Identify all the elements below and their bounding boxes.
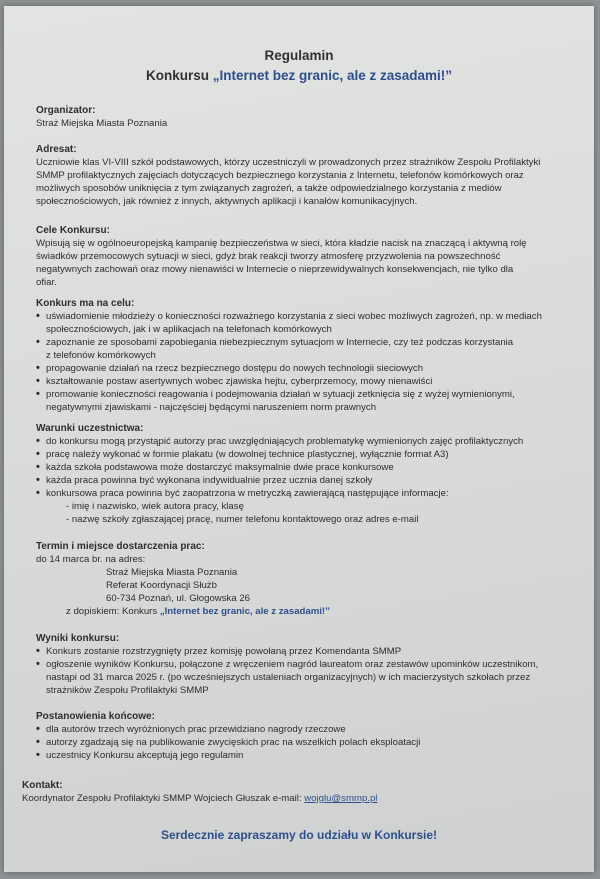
addressee-heading: Adresat:: [36, 144, 77, 155]
final-section: [36, 710, 586, 762]
addressee-line: Uczniowie klas VI-VIII szkół podstawowych, którzy uczestniczyli w prowadzonych przez strażników Zespołu Profilaktyki: [36, 157, 541, 168]
addressee-line: możliwych sposobów uniknięcia z tym związanych zagrożeń, a także odpowiedzialnego korzystania z mediów: [36, 183, 502, 194]
list-item: • autorzy zgadzają się na publikowanie zwycięskich prac na wszelkich polach eksploatacji: [36, 736, 586, 749]
metric-subitem: - imię i nazwisko, wiek autora pracy, klasę: [66, 501, 244, 512]
doc-subtitle: [4, 68, 594, 83]
list-item: [36, 388, 586, 414]
conditions-list: [36, 435, 586, 500]
list-item: • konkursowa praca powinna być zaopatrzona w metryczką zawierającą następujące informacje:: [36, 487, 586, 500]
goals-heading: Cele Konkursu:: [36, 225, 110, 236]
list-item-text: negatywnymi zjawiskami - najczęściej będącymi naruszeniem norm prawnych: [46, 402, 377, 413]
goals-line: świadków przemocowych sytuacji w sieci, gdyż brak reakcji tworzy atmosferę przyzwolenia na powszechność: [36, 251, 501, 262]
title-line1: Regulamin: [264, 48, 334, 63]
list-item-text: • Konkurs zostanie rozstrzygnięty przez komisję powołaną przez Komendanta SMMP: [46, 646, 402, 657]
delivery-section: [36, 540, 586, 618]
aims-list: [36, 310, 586, 414]
list-item-text: społecznościowych, jak i w aplikacjach na telefonach komórkowych: [46, 324, 332, 335]
conditions-section: [36, 422, 586, 526]
contact-heading: Kontakt:: [22, 780, 63, 791]
results-section: [36, 632, 588, 697]
addressee-line: społecznościowych, jak również z innych, aktywnych aplikacji i kanałów komunikacyjnych.: [36, 196, 418, 207]
note-prefix: z dopiskiem: Konkurs: [66, 606, 160, 617]
delivery-note: [36, 605, 586, 618]
results-list: [36, 645, 588, 697]
goals-section: [36, 224, 586, 289]
final-heading: Postanowienia końcowe:: [36, 711, 155, 722]
list-item-text: • promowanie konieczności reagowania i podejmowania działań w sytuacji zetknięcia się z wyżej wymienionymi,: [46, 389, 515, 400]
list-item-text: • uświadomienie młodzieży o konieczności rozważnego korzystania z sieci wobec możliwych zagrożeń, np. w mediach: [46, 311, 542, 322]
list-item-text: • kształtowanie postaw asertywnych wobec zjawiska hejtu, cyberprzemocy, mowy nienawiści: [46, 376, 433, 387]
list-item-text: • propagowanie działań na rzecz bezpiecznego dostępu do nowych technologii sieciowych: [46, 363, 424, 374]
conditions-heading: Warunki uczestnictwa:: [36, 423, 144, 434]
goals-line: ofiar.: [36, 277, 57, 288]
contact-text: Koordynator Zespołu Profilaktyki SMMP Wojciech Głuszak e-mail:: [22, 793, 305, 804]
subtitle-contest-name: „Internet bez granic, ale z zasadami!”: [212, 68, 453, 83]
list-item-text: strażników Zespołu Profilaktyki SMMP: [46, 685, 209, 696]
list-item-text: nastąpi od 31 marca 2025 r. (po wcześniejszych ustaleniach organizacyjnych) w ich macierzystych szkołach przez: [46, 672, 531, 683]
goals-line: Wpisują się w ogólnoeuropejską kampanię bezpieczeństwa w sieci, która kładzie nacisk na znaczącą i aktywną rolę: [36, 238, 527, 249]
addressee-line: SMMP profilaktycznych zajęciach dotyczących bezpiecznego korzystania z Internetu, telefonów komórkowych oraz: [36, 170, 524, 181]
contact-section: [22, 779, 582, 805]
list-item: [36, 645, 588, 658]
address-line: Straż Miejska Miasta Poznania: [106, 567, 238, 578]
address-line: 60-734 Poznań, ul. Głogowska 26: [106, 593, 250, 604]
list-item: • uczestnicy Konkursu akceptują jego regulamin: [36, 749, 586, 762]
aims-heading: Konkurs ma na celu:: [36, 298, 135, 309]
list-item-text: • zapoznanie ze sposobami zapobiegania niebezpiecznym sytuacjom w Internecie, czy też podczas korzystania: [46, 337, 514, 348]
metric-subitem: - nazwę szkoły zgłaszającej pracę, numer telefonu kontaktowego oraz adres e-mail: [66, 514, 419, 525]
closing-invitation: Serdecznie zapraszamy do udziału w Konkursie!: [160, 828, 438, 842]
list-item-text: z telefonów komórkowych: [46, 350, 156, 361]
organizer-heading: Organizator:: [36, 105, 96, 116]
document-page: [4, 6, 594, 872]
aims-section: [36, 297, 586, 414]
list-item: • dla autorów trzech wyróżnionych prac przewidziano nagrody rzeczowe: [36, 723, 586, 736]
contact-email-link[interactable]: wojglu@smmp.pl: [304, 793, 378, 804]
list-item: • każda szkoła podstawowa może dostarczyć maksymalnie dwie prace konkursowe: [36, 461, 586, 474]
list-item-text: • ogłoszenie wyników Konkursu, połączone z wręczeniem nagród laureatom oraz zestawów upominków uczestnikom,: [46, 659, 539, 670]
list-item: [36, 310, 586, 336]
note-contest-name: „Internet bez granic, ale z zasadami!”: [159, 606, 330, 617]
list-item: [36, 375, 586, 388]
contact-line: [22, 792, 582, 805]
addressee-section: [36, 143, 586, 208]
organizer-section: [36, 104, 576, 130]
delivery-heading: Termin i miejsce dostarczenia prac:: [36, 541, 205, 552]
subtitle-prefix: Konkursu: [145, 68, 213, 83]
final-list: [36, 723, 586, 762]
goals-line: negatywnych zachowań oraz mowy nienawiści w Internecie o nieprzewidywalnych konsekwencjach, nie tylko dla: [36, 264, 514, 275]
list-item: • do konkursu mogą przystąpić autorzy prac uwzględniających problematykę wymienionych zajęć profilaktycznych: [36, 435, 586, 448]
delivery-intro: do 14 marca br. na adres:: [36, 554, 146, 565]
results-heading: Wyniki konkursu:: [36, 633, 120, 644]
address-line: Referat Koordynacji Służb: [106, 580, 217, 591]
list-item: [36, 362, 586, 375]
organizer-text: Straż Miejska Miasta Poznania: [36, 118, 168, 129]
list-item: • każda praca powinna być wykonana indywidualnie przez ucznia danej szkoły: [36, 474, 586, 487]
doc-title: [4, 48, 594, 63]
list-item: [36, 336, 586, 362]
list-item: [36, 658, 588, 697]
list-item: • pracę należy wykonać w formie plakatu (w dowolnej technice plastycznej, wyłącznie format A3): [36, 448, 586, 461]
